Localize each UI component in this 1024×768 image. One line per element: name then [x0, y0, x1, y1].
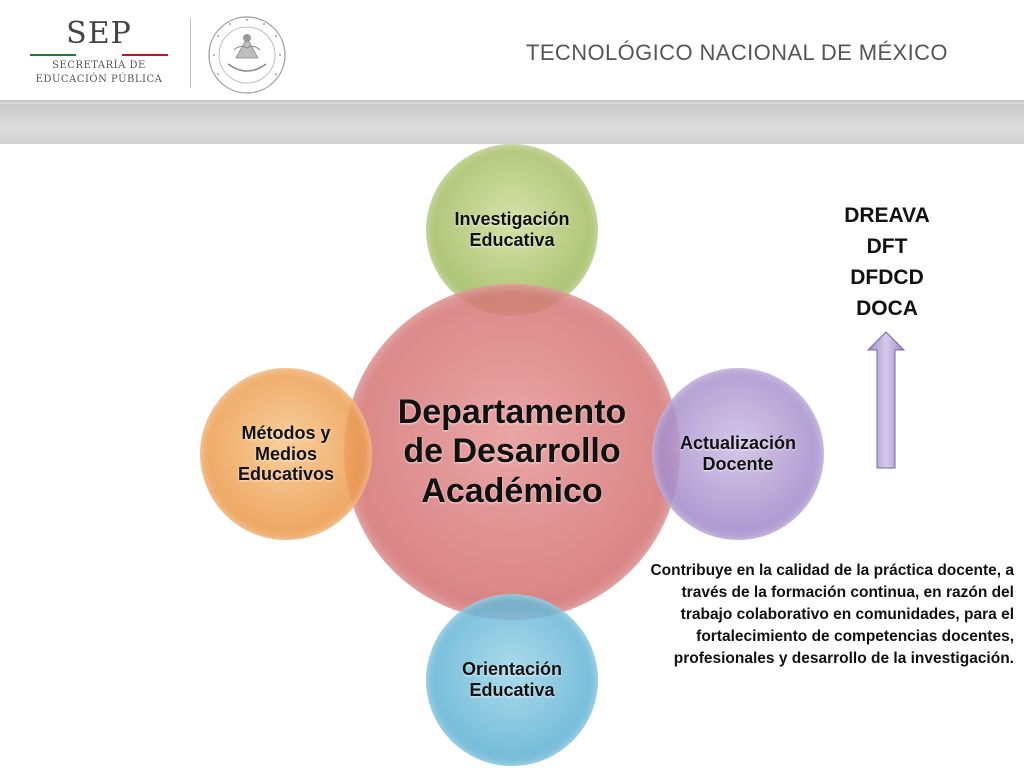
- acronym-doca: DOCA: [856, 297, 918, 320]
- circle-bottom-line1: Orientación: [461, 659, 563, 680]
- description-line4: fortalecimiento de competencias docentes,: [696, 628, 1014, 645]
- circle-orientacion-educativa: [426, 594, 598, 766]
- sep-subtitle-line2: EDUCACIÓN PÚBLICA: [35, 74, 163, 85]
- description-line1: Contribuye en la calidad de la práctica docente, a: [650, 562, 1014, 579]
- description-text: [640, 560, 1014, 670]
- gray-band: [0, 104, 1024, 144]
- description-line2: través de la formación continua, en razón del: [681, 584, 1014, 601]
- circle-bottom-label: [462, 659, 562, 700]
- header: [0, 0, 1024, 104]
- circle-left-line2: Medios: [254, 443, 317, 464]
- description-line3: trabajo colaborativo en comunidades, para el: [680, 606, 1014, 623]
- circle-center-line1: Departamento: [397, 393, 627, 432]
- up-arrow-icon: [866, 330, 906, 470]
- acronym-list: [834, 200, 940, 324]
- circle-metodos-medios-educativos: [200, 368, 372, 540]
- circle-left-line1: Métodos y: [241, 422, 331, 443]
- circle-top-line2: Educativa: [469, 230, 555, 250]
- acronym-dft: DFT: [866, 235, 908, 258]
- circle-center-line3: Académico: [421, 471, 603, 510]
- circle-center-line2: de Desarrollo: [403, 432, 621, 471]
- sep-subtitle-line1: SECRETARÍA DE: [52, 60, 146, 71]
- circle-actualizacion-docente: [652, 368, 824, 540]
- circle-right-label: [680, 433, 796, 474]
- national-seal-icon: [206, 14, 288, 96]
- flag-stripe: [30, 54, 168, 56]
- description-line5: profesionales y desarrollo de la investigación.: [673, 650, 1014, 667]
- sep-logo: [24, 14, 174, 90]
- circle-left-label: [238, 423, 334, 485]
- institution-title: TECNOLÓGICO NACIONAL DE MÉXICO: [526, 40, 948, 65]
- header-divider: [190, 18, 191, 88]
- circle-right-line2: Docente: [702, 454, 774, 474]
- circle-left-line3: Educativos: [237, 464, 335, 485]
- acronym-dfdcd: DFDCD: [850, 266, 924, 289]
- circle-center-label: [398, 393, 627, 510]
- sep-title: SEP: [66, 16, 132, 51]
- circle-bottom-line2: Educativa: [469, 680, 555, 700]
- circle-top-label: [454, 209, 569, 250]
- circle-right-line1: Actualización: [679, 433, 797, 454]
- circle-departamento-desarrollo-academico: [344, 284, 680, 620]
- acronym-dreava: DREAVA: [844, 204, 930, 227]
- circle-top-line1: Investigación: [454, 209, 570, 230]
